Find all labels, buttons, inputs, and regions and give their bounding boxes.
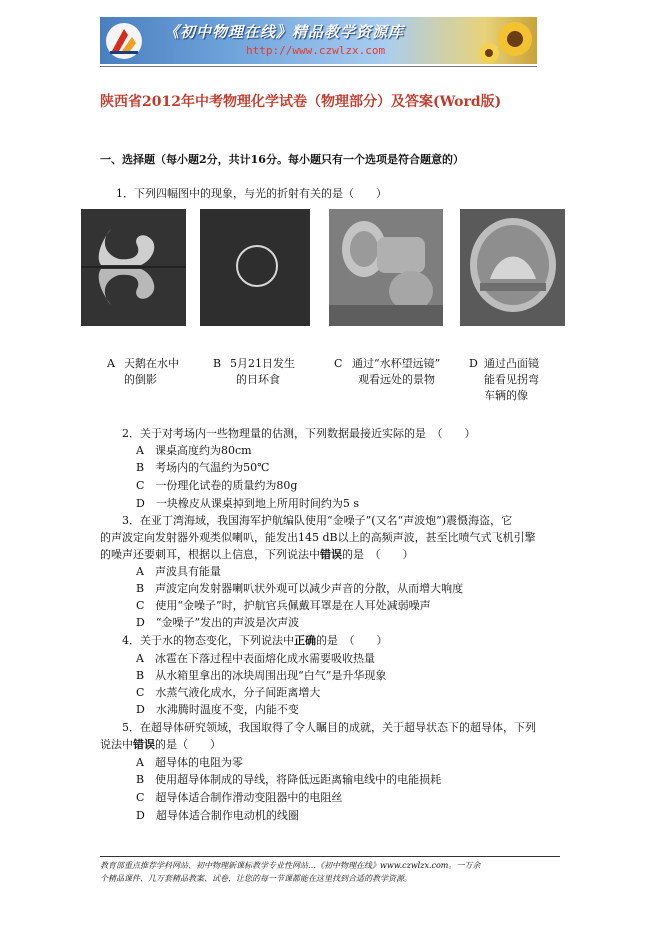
header-divider <box>100 66 537 67</box>
question-3-option-a: A 声波具有能量 <box>136 565 221 578</box>
section-heading: 一、选择题（每小题2分，共计16分。每小题只有一个选项是符合题意的） <box>100 153 464 166</box>
footer-line2: 个精品课件、几万套精品教案、试卷，让您的每一节课都能在这里找到合适的教学资源。 <box>100 874 412 883</box>
option-d-caption-line1: 通过凸面镜 <box>484 357 539 370</box>
option-c-caption-line1: 通过“水杯望远镜” <box>352 357 441 370</box>
question-3-option-d: D “金噪子”发出的声波是次声波 <box>136 616 300 629</box>
question-4-stem-text: 4．关于水的物态变化，下列说法中 <box>122 634 294 647</box>
option-c-caption-line2: 观看远处的景物 <box>358 373 435 386</box>
option-d-letter: D <box>469 357 478 370</box>
question-3-line2: 的声波定向发射器外观类似喇叭，能发出145 dB以上的高频声波，甚至比喷气式飞机引擎 <box>100 531 536 544</box>
question-5-option-b: B 使用超导体制成的导线，将降低远距离输电线中的电能损耗 <box>136 773 442 786</box>
question-5-option-a: A 超导体的电阻为零 <box>136 756 243 769</box>
option-c-letter: C <box>334 357 343 370</box>
question-3-line3-tail: 的是 （ ） <box>342 548 414 561</box>
option-a-letter: A <box>107 357 115 370</box>
question-4-keyword: 正确 <box>294 634 316 647</box>
water-glass-telescope-image <box>329 209 443 326</box>
question-5-option-c: C 超导体适合制作滑动变阻器中的电阻丝 <box>136 791 343 804</box>
document-title: 陕西省2012年中考物理化学试卷（物理部分）及答案(Word版) <box>100 94 502 110</box>
question-4-option-b: B 从水箱里拿出的冰块周围出现“白气”是升华现象 <box>136 669 387 682</box>
question-5-keyword: 错误 <box>133 738 155 751</box>
question-2-option-a: A 课桌高度约为80cm <box>136 444 252 457</box>
question-5-line2 <box>100 738 221 752</box>
question-3-keyword: 错误 <box>320 548 342 561</box>
option-d-caption-line2: 能看见拐弯 <box>484 373 539 386</box>
sunflower-icon <box>475 17 537 64</box>
question-4-option-c: C 水蒸气液化成水，分子间距离增大 <box>136 686 321 699</box>
convex-mirror-image <box>460 209 565 326</box>
question-4-option-d: D 水沸腾时温度不变，内能不变 <box>136 703 299 716</box>
footer-divider <box>100 856 560 857</box>
option-a-caption-line2: 的倒影 <box>124 373 157 386</box>
question-3-line1: 3．在亚丁湾海域，我国海军护航编队使用“金噪子”(又名“声波炮”)震慑海盗，它 <box>122 514 513 527</box>
question-5-line2-tail: 的是（ ） <box>155 738 221 751</box>
question-4-stem-tail: 的是 （ ） <box>316 634 388 647</box>
solar-eclipse-image <box>200 209 310 326</box>
question-3-option-b: B 声波定向发射器喇叭状外观可以减少声音的分散，从而增大响度 <box>136 582 464 595</box>
option-b-letter: B <box>213 357 222 370</box>
banner-title: 《初中物理在线》精品教学资源库 <box>164 23 405 41</box>
question-5-line1: 5．在超导体研究领域，我国取得了令人瞩目的成就，关于超导状态下的超导体，下列 <box>122 721 536 734</box>
header-banner <box>100 17 537 64</box>
question-3-option-c: C 使用“金噪子”时，护航官兵佩戴耳罩是在人耳处减弱噪声 <box>136 599 431 612</box>
question-5-line2-text: 说法中 <box>100 738 133 751</box>
question-4-stem <box>122 634 388 648</box>
question-2-stem: 2．关于对考场内一些物理量的估测，下列数据最接近实际的是 （ ） <box>122 427 476 440</box>
option-b-caption-line2: 的日环食 <box>236 373 280 386</box>
footer-line1: 教育部重点推荐学科网站、初中物理新课标教学专业性网站…《初中物理在线》www.czwlzx.com。一万余 <box>100 861 481 870</box>
question-2-option-c: C 一份理化试卷的质量约为80g <box>136 479 298 492</box>
option-d-caption-line3: 车辆的像 <box>484 389 528 402</box>
question-5-option-d: D 超导体适合制作电动机的线圈 <box>136 809 299 822</box>
question-4-option-a: A 冰雹在下落过程中表面熔化成水需要吸收热量 <box>136 652 375 665</box>
question-3-line3 <box>100 548 414 562</box>
site-logo-icon <box>104 21 144 61</box>
swan-reflection-image <box>81 209 186 326</box>
option-a-caption-line1: 天鹅在水中 <box>124 357 179 370</box>
option-b-caption-line1: 5月21日发生 <box>230 357 295 370</box>
question-2-option-b: B 考场内的气温约为50℃ <box>136 461 270 474</box>
banner-url[interactable]: http://www.czwlzx.com <box>246 44 386 57</box>
question-3-line3-text: 的噪声还要刺耳，根据以上信息，下列说法中 <box>100 548 320 561</box>
question-2-option-d: D 一块橡皮从课桌掉到地上所用时间约为5 s <box>136 497 359 510</box>
question-1-stem: 1．下列四幅图中的现象，与光的折射有关的是（ ） <box>116 187 387 200</box>
